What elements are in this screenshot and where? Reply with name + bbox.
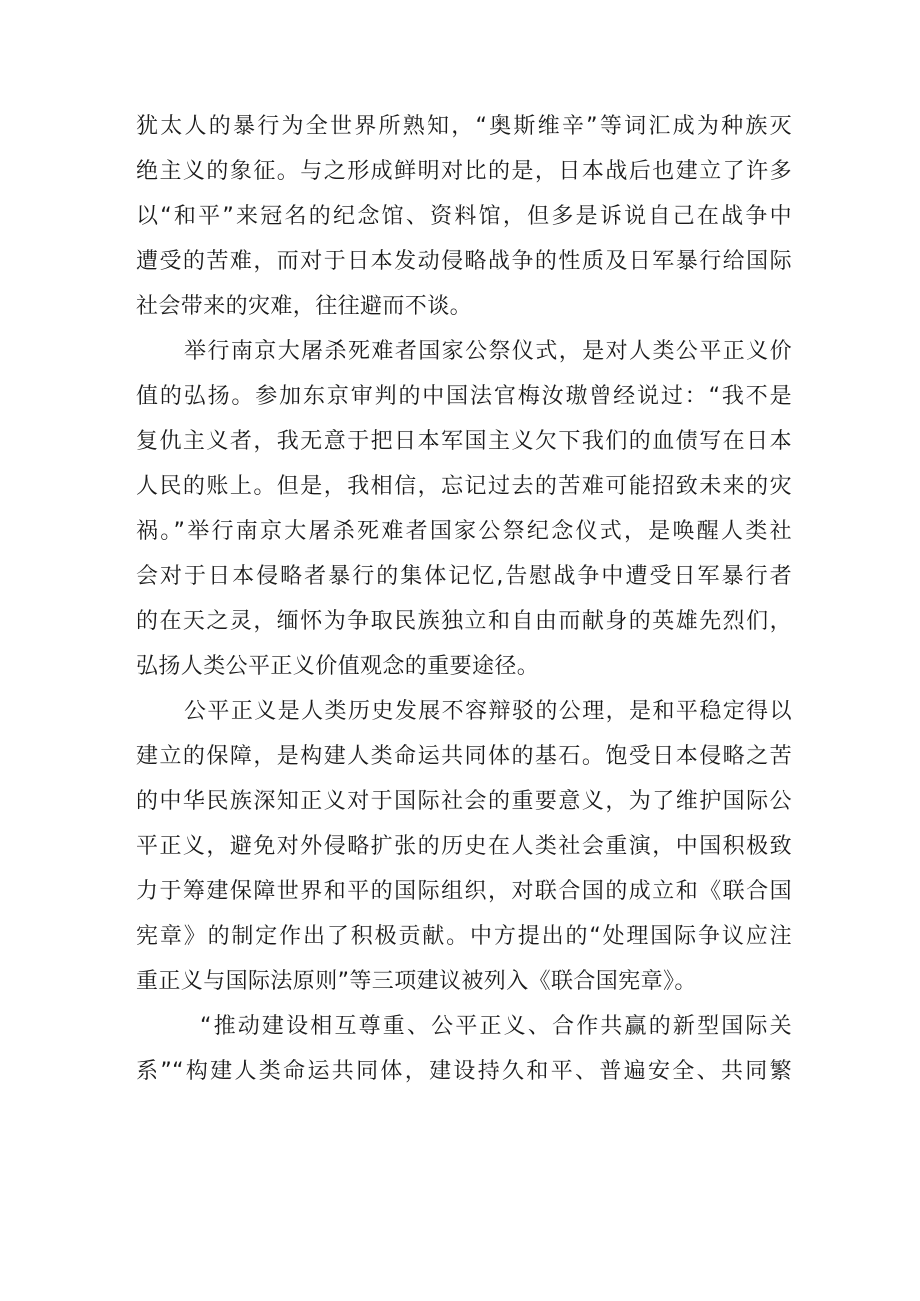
- paragraph-1: [136, 104, 792, 329]
- text-line: 绝主义的象征。与之形成鲜明对比的是，日本战后也建立了许多: [136, 159, 792, 184]
- text-line: 祸。”举行南京大屠杀死难者国家公祭纪念仪式，是唤醒人类社: [136, 519, 792, 544]
- text-line: 建立的保障，是构建人类命运共同体的基石。饱受日本侵略之苦: [136, 744, 792, 769]
- text-line: 人民的账上。但是，我相信，忘记过去的苦难可能招致未来的灾: [136, 474, 792, 499]
- text-line: 复仇主义者，我无意于把日本军国主义欠下我们的血债写在日本: [136, 429, 792, 454]
- body-text: [136, 104, 792, 1094]
- text-line: 以“和平”来冠名的纪念馆、资料馆，但多是诉说自己在战争中: [136, 204, 792, 229]
- text-line: 的中华民族深知正义对于国际社会的重要意义，为了维护国际公: [136, 789, 792, 814]
- text-line: 力于筹建保障世界和平的国际组织，对联合国的成立和《联合国: [136, 879, 792, 904]
- text-line: 社会带来的灾难，往往避而不谈。: [136, 294, 473, 319]
- text-line: 宪章》的制定作出了积极贡献。中方提出的“处理国际争议应注: [136, 924, 792, 949]
- text-line: 重正义与国际法原则”等三项建议被列入《联合国宪章》。: [136, 969, 697, 994]
- paragraph-2: [136, 329, 792, 689]
- text-line: 公平正义是人类历史发展不容辩驳的公理，是和平稳定得以: [184, 699, 792, 724]
- paragraph-3: [136, 689, 792, 1004]
- text-line: 犹太人的暴行为全世界所熟知，“奥斯维辛”等词汇成为种族灭: [136, 114, 792, 139]
- paragraph-4: [136, 1004, 792, 1094]
- text-line: 举行南京大屠杀死难者国家公祭仪式，是对人类公平正义价: [184, 339, 792, 364]
- text-line: 值的弘扬。参加东京审判的中国法官梅汝璈曾经说过：“我不是: [136, 384, 792, 409]
- text-line: “推动建设相互尊重、公平正义、合作共赢的新型国际关: [200, 1014, 792, 1039]
- text-line: 平正义，避免对外侵略扩张的历史在人类社会重演，中国积极致: [136, 834, 792, 859]
- text-line: 的在天之灵，缅怀为争取民族独立和自由而献身的英雄先烈们，: [136, 609, 792, 634]
- text-line: 系”“构建人类命运共同体，建设持久和平、普遍安全、共同繁: [136, 1059, 792, 1084]
- text-line: 遭受的苦难，而对于日本发动侵略战争的性质及日军暴行给国际: [136, 249, 792, 274]
- text-line: 会对于日本侵略者暴行的集体记忆,告慰战争中遭受日军暴行者: [136, 564, 792, 589]
- text-line: 弘扬人类公平正义价值观念的重要途径。: [136, 654, 540, 679]
